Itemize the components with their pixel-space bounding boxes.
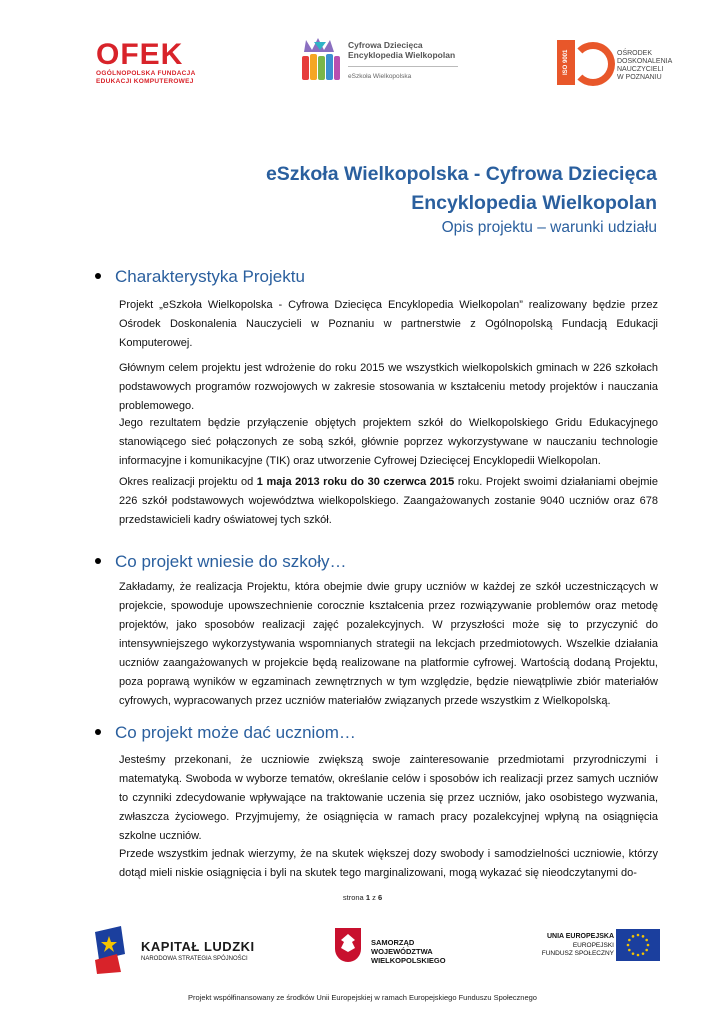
paragraph: Zakładamy, że realizacja Projektu, która obejmie dwie grupy uczniów w każdej ze szkół uczestniczących w projekcie, spowoduje upowszechnienie corocznie kształcenia przez rozwiązywanie problemów oraz metodę projektów, jako sposobów realizacji zajęć pozalekcyjnych. W przyszłości może się to przyczynić do intensywniejszego wykorzystywania wspomnianych strategii na lekcjach przedmiotowych. Wszelkie działania uczniów zaangażowanych w projekcie będą realizowane na platformie cyfrowej. Wartością dodaną Projektu, poza poprawą wyników w egzaminach zewnętrznych w tym względzie, będzie niewątpliwie zbiór materiałów cyfrowych, wypracowanych przez uczniów materiałów związanych przede wszystkim z Wielkopolską. [119, 581, 658, 707]
crown-books-icon [300, 36, 344, 86]
odn-ring-icon [571, 42, 615, 86]
samorzad-line1: SAMORZĄD WOJEWÓDZTWA [371, 938, 433, 956]
footer-note: Projekt współfinansowany ze środków Unii Europejskiej w ramach Europejskiego Funduszu Społecznego [188, 993, 537, 1002]
eu-star-icon [647, 944, 650, 947]
period-text: Okres realizacji projektu od [119, 476, 257, 488]
section-heading-2 [95, 552, 346, 572]
kapital-ludzki-name: KAPITAŁ LUDZKI [141, 939, 255, 954]
eu-star-icon [645, 939, 648, 942]
section-heading-1 [95, 267, 305, 287]
period-dates: 1 maja 2013 roku do 30 czerwca 2015 [256, 476, 455, 488]
eu-star-icon [637, 954, 640, 957]
odn-logo-line3: NAUCZYCIELI [617, 66, 664, 73]
section-heading-text: Charakterystyka Projektu [115, 267, 305, 286]
odn-logo-line2: DOSKONALENIA [617, 58, 673, 65]
section-heading-text: Co projekt może dać uczniom… [115, 723, 356, 742]
ofek-logo [96, 40, 206, 88]
paragraph: Projekt „eSzkoła Wielkopolska - Cyfrowa Dziecięca Encyklopedia Wielkopolan” realizowany będzie przez Ośrodek Doskonalenia Nauczycieli w Poznaniu w partnerstwie z Ogólnopolską Fundacją Edukacji Komputerowej. [119, 299, 658, 349]
eu-flag-icon [616, 929, 660, 961]
page-number: strona 1 z 6 [342, 893, 383, 902]
eu-star-icon [642, 952, 645, 955]
eu-logo [517, 929, 662, 971]
kapital-ludzki-logo [95, 922, 275, 978]
iso-badge: ISO 9001 [557, 40, 575, 85]
section-heading-text: Co projekt wniesie do szkoły… [115, 552, 347, 571]
ofek-logo-line2: EDUKACJI KOMPUTEROWEJ [96, 78, 194, 85]
bullet-icon [95, 729, 101, 735]
paragraph: Jesteśmy przekonani, że uczniowie zwiększą swoje zainteresowanie przedmiotami przyrodniczymi i matematyką. Swoboda w wyborze tematów, określanie celów i sposobów ich realizacji przez samych uczniów to czynniki zdecydowanie wpływające na traktowanie uczenia się przez uczniów, jako osobistego wyzwania, zwłaszcza życiowego. Przyjmujemy, że osiągnięcia w ramach pracy pozalekcyjnej wpłyną na osiągnięcia szkolne uczniów. [119, 754, 658, 842]
kapital-ludzki-sub: NARODOWA STRATEGIA SPÓJNOŚCI [141, 956, 248, 962]
cdew-logo-line2: Encyklopedia Wielkopolan [348, 50, 456, 60]
period-text: roku. Projekt swoimi działaniami obejmie 226 szkół podstawowych województwa wielkopolskiego. Zaangażowanych zostanie 9040 uczniów oraz 678 przedstawicieli kadry oświatowej tych szkół. [119, 476, 658, 526]
eu-star-icon [628, 949, 631, 952]
eu-star-icon [632, 952, 635, 955]
samorzad-line2: WIELKOPOLSKIEGO [371, 956, 446, 965]
odn-logo-line1: OŚRODEK [617, 50, 653, 57]
paragraph: Głównym celem projektu jest wdrożenie do roku 2015 we wszystkich wielkopolskich gminach w 226 szkołach podstawowych programów rozwojowych w zakresie stosowania w kształceniu metody projektów i nauczania problemowego. [119, 362, 658, 412]
paragraph: Przede wszystkim jednak wierzymy, że na skutek większej dozy swobody i samodzielności uczniowie, którzy dotąd mieli niskie osiągnięcia i byli na skutek tego marginalizowani, mogą wykazać się nieodczytanymi do- [119, 848, 658, 879]
page-title-line1: eSzkoła Wielkopolska - Cyfrowa Dziecięca [265, 163, 657, 185]
cdew-logo-sub: eSzkoła Wielkopolska [348, 73, 412, 80]
eu-star-icon [645, 949, 648, 952]
cdew-logo-line1: Cyfrowa Dziecięca [348, 40, 423, 50]
paragraph-period [119, 473, 658, 530]
eu-star-icon [628, 939, 631, 942]
ofek-logo-line1: OGÓLNOPOLSKA FUNDACJA [96, 70, 196, 77]
divider [348, 66, 458, 67]
ofek-logo-name: OFEK [96, 38, 184, 71]
eu-line1: UNIA EUROPEJSKA [546, 933, 614, 940]
eu-star-icon [642, 935, 645, 938]
page-title-line2: Encyklopedia Wielkopolan [411, 192, 657, 214]
bullet-icon [95, 273, 101, 279]
cdew-logo [300, 36, 470, 88]
eu-star-icon [632, 935, 635, 938]
eu-line3: FUNDUSZ SPOŁECZNY [541, 950, 614, 957]
section-heading-3 [95, 723, 356, 743]
eu-star-icon [637, 934, 640, 937]
eu-star-icon [627, 944, 630, 947]
odn-logo [557, 40, 673, 88]
kapital-ludzki-flag-icon [95, 924, 125, 974]
page-subtitle: Opis projektu – warunki udziału [441, 219, 657, 236]
eu-line2: EUROPEJSKI [572, 941, 614, 949]
samorzad-logo [335, 928, 465, 972]
paragraph: Jego rezultatem będzie przyłączenie objętych projektem szkół do Wielkopolskiego Gridu Edukacyjnego stanowiącego sieć połączonych ze sobą szkół, głównie poprzez wykorzystywane w nauczaniu technologie informacyjne i komunikacyjne (TIK) oraz utworzenie Cyfrowej Dziecięcej Encyklopedii Wielkopolan. [119, 417, 658, 467]
odn-logo-line4: W POZNANIU [617, 74, 662, 81]
eagle-shield-icon [335, 928, 361, 962]
bullet-icon [95, 558, 101, 564]
